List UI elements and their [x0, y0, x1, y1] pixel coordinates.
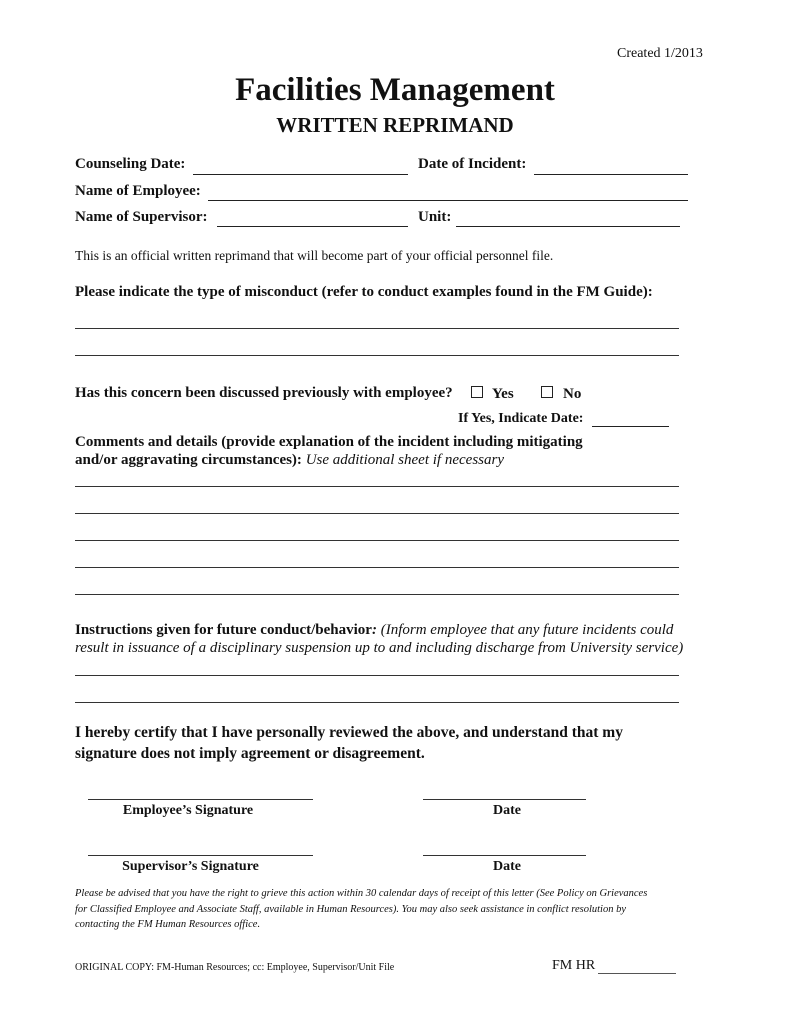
employee-signature-label: Employee’s Signature	[122, 803, 254, 818]
fm-hr-field[interactable]	[598, 973, 676, 974]
certify-line2: signature does not imply agreement or disagreement.	[75, 745, 425, 762]
comments-line-1[interactable]	[75, 486, 679, 487]
fm-hr-label: FM HR	[552, 958, 596, 973]
date-of-incident-label: Date of Incident:	[418, 156, 527, 172]
comments-label-line2: and/or aggravating circumstances):	[75, 452, 302, 468]
comments-hint: Use additional sheet if necessary	[305, 452, 504, 468]
employee-date-label: Date	[493, 803, 521, 818]
employee-date-line[interactable]	[423, 799, 586, 800]
employee-name-field[interactable]	[208, 200, 688, 201]
yes-checkbox[interactable]	[471, 386, 483, 398]
page-subtitle: WRITTEN REPRIMAND	[276, 113, 514, 137]
if-yes-date-field[interactable]	[592, 426, 669, 427]
instructions-label: Instructions given for future conduct/behavior	[75, 622, 372, 638]
supervisor-signature-label: Supervisor’s Signature	[122, 859, 259, 874]
if-yes-date-label: If Yes, Indicate Date:	[458, 411, 584, 426]
comments-line-2[interactable]	[75, 513, 679, 514]
instructions-line-2[interactable]	[75, 702, 679, 703]
notice-line1: Please be advised that you have the right to grieve this action within 30 calendar days of receipt of this letter (See Policy on Grievances	[75, 888, 648, 899]
counseling-date-field[interactable]	[193, 174, 408, 175]
misconduct-line-2[interactable]	[75, 355, 679, 356]
intro-text: This is an official written reprimand that will become part of your official personnel file.	[75, 248, 554, 263]
comments-line-4[interactable]	[75, 567, 679, 568]
created-date: Created 1/2013	[617, 46, 703, 61]
comments-label-line1: Comments and details (provide explanation of the incident including mitigating	[75, 434, 583, 450]
notice-line3: contacting the FM Human Resources office.	[75, 919, 261, 930]
instructions-hint-line1: (Inform employee that any future incidents could	[380, 622, 674, 638]
misconduct-line-1[interactable]	[75, 328, 679, 329]
supervisor-name-label: Name of Supervisor:	[75, 209, 208, 225]
misconduct-label: Please indicate the type of misconduct (refer to conduct examples found in the FM Guide):	[75, 284, 653, 300]
notice-line2: for Classified Employee and Associate Staff, available in Human Resources). You may also seek assistance in conflict resolution by	[75, 904, 626, 915]
supervisor-signature-line[interactable]	[88, 855, 313, 856]
previous-question: Has this concern been discussed previously with employee?	[75, 385, 453, 401]
supervisor-date-line[interactable]	[423, 855, 586, 856]
copy-note: ORIGINAL COPY: FM-Human Resources; cc: Employee, Supervisor/Unit File	[75, 962, 395, 973]
comments-line-3[interactable]	[75, 540, 679, 541]
no-label: No	[563, 386, 582, 402]
unit-label: Unit:	[418, 209, 452, 225]
no-checkbox[interactable]	[541, 386, 553, 398]
instructions-colon: :	[371, 622, 377, 638]
supervisor-date-label: Date	[493, 859, 521, 874]
comments-line-5[interactable]	[75, 594, 679, 595]
date-of-incident-field[interactable]	[534, 174, 688, 175]
employee-name-label: Name of Employee:	[75, 183, 201, 199]
counseling-date-label: Counseling Date:	[75, 156, 186, 172]
yes-label: Yes	[492, 386, 514, 402]
supervisor-name-field[interactable]	[217, 226, 408, 227]
certify-line1: I hereby certify that I have personally reviewed the above, and understand that my	[75, 724, 623, 741]
unit-field[interactable]	[456, 226, 680, 227]
page-title: Facilities Management	[235, 72, 555, 108]
instructions-line-1[interactable]	[75, 675, 679, 676]
instructions-hint-line2: result in issuance of a disciplinary suspension up to and including discharge from University service)	[75, 640, 684, 656]
employee-signature-line[interactable]	[88, 799, 313, 800]
